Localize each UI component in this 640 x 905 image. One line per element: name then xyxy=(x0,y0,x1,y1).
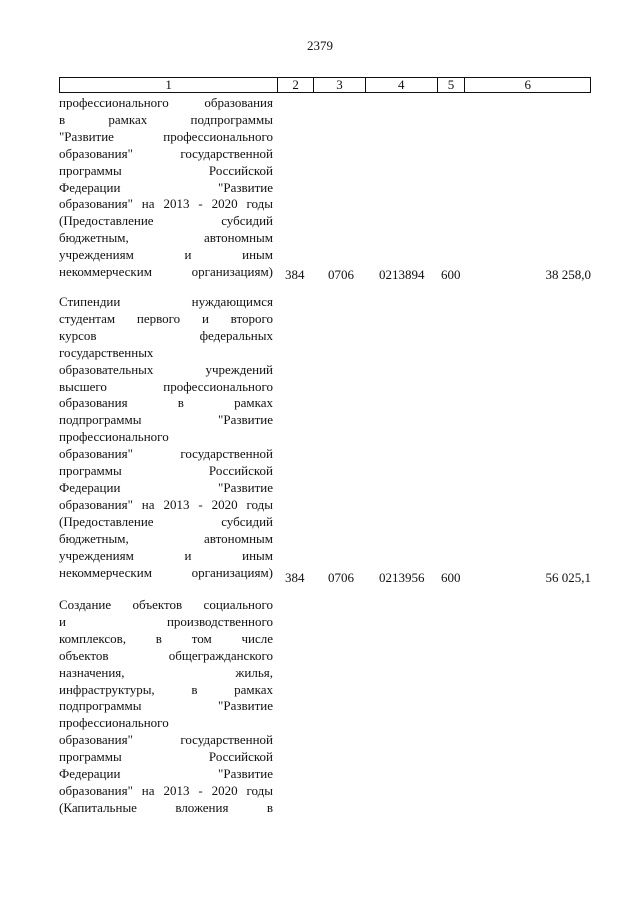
desc-line: объектов общегражданского xyxy=(59,647,273,663)
cell-target-article: 0213956 xyxy=(379,570,425,585)
desc-line: Стипендии нуждающимся xyxy=(59,294,273,309)
cell-section: 0706 xyxy=(328,570,354,585)
page-number: 2379 xyxy=(307,38,333,53)
table-header xyxy=(59,77,591,93)
desc-line: бюджетным, автономным xyxy=(59,530,273,546)
header-col-5: 5 xyxy=(438,78,466,92)
cell-gov-code: 384 xyxy=(285,570,305,585)
desc-line: студентам первого и второго xyxy=(59,310,273,326)
desc-line: профессионального xyxy=(59,429,169,445)
desc-line: образования в рамках xyxy=(59,395,273,411)
desc-line: программы Российской xyxy=(59,162,273,178)
desc-line: профессионального образования xyxy=(59,95,273,110)
header-col-1: 1 xyxy=(60,78,278,92)
desc-line: подпрограммы "Развитие xyxy=(59,698,273,714)
desc-line: образования" на 2013 - 2020 годы xyxy=(59,496,273,512)
cell-expense-type: 600 xyxy=(441,570,461,585)
desc-line: Федерации "Развитие xyxy=(59,479,273,495)
cell-gov-code: 384 xyxy=(285,267,305,282)
desc-line: профессионального xyxy=(59,715,169,731)
desc-line: государственных xyxy=(59,344,154,360)
cell-expense-type: 600 xyxy=(441,267,461,282)
desc-line: бюджетным, автономным xyxy=(59,230,273,246)
header-col-4: 4 xyxy=(366,78,438,92)
desc-line: Федерации "Развитие xyxy=(59,179,273,195)
desc-line: Создание объектов социального xyxy=(59,597,273,612)
desc-line: подпрограммы "Развитие xyxy=(59,412,273,428)
header-col-6: 6 xyxy=(524,77,531,92)
desc-line: некоммерческим организациям) xyxy=(59,564,273,580)
desc-line: программы Российской xyxy=(59,749,273,765)
desc-line: образования" государственной xyxy=(59,732,273,748)
table-row xyxy=(59,597,591,817)
cell-target-article: 0213894 xyxy=(379,267,425,282)
desc-line: программы Российской xyxy=(59,463,273,479)
desc-line: высшего профессионального xyxy=(59,378,273,394)
desc-line: Федерации "Развитие xyxy=(59,766,273,782)
desc-line: (Капитальные вложения в xyxy=(59,799,273,815)
header-col-3: 3 xyxy=(314,78,366,92)
desc-line: учреждениям и иным xyxy=(59,247,273,263)
cell-amount: 56 025,1 xyxy=(545,570,591,585)
desc-line: образования" государственной xyxy=(59,145,273,161)
desc-line: инфраструктуры, в рамках xyxy=(59,681,273,697)
header-col-2: 2 xyxy=(278,78,314,92)
desc-line: образования" на 2013 - 2020 годы xyxy=(59,196,273,212)
desc-line: учреждениям и иным xyxy=(59,547,273,563)
desc-line: (Предоставление субсидий xyxy=(59,513,273,529)
table-row xyxy=(59,95,591,281)
desc-line: в рамках подпрограммы xyxy=(59,111,273,127)
desc-line: "Развитие профессионального xyxy=(59,128,273,144)
table-row xyxy=(59,294,591,585)
cell-section: 0706 xyxy=(328,267,354,282)
desc-line: (Предоставление субсидий xyxy=(59,213,273,229)
row-description xyxy=(59,95,273,281)
desc-line: назначения, жилья, xyxy=(59,664,273,680)
desc-line: образовательных учреждений xyxy=(59,361,273,377)
desc-line: некоммерческим организациям) xyxy=(59,264,273,280)
cell-amount: 38 258,0 xyxy=(545,267,591,282)
desc-line: образования" государственной xyxy=(59,446,273,462)
desc-line: курсов федеральных xyxy=(59,327,273,343)
desc-line: и производственного xyxy=(59,613,273,629)
row-description xyxy=(59,597,273,817)
desc-line: образования" на 2013 - 2020 годы xyxy=(59,782,273,798)
row-description xyxy=(59,294,273,581)
desc-line: комплексов, в том числе xyxy=(59,630,273,646)
